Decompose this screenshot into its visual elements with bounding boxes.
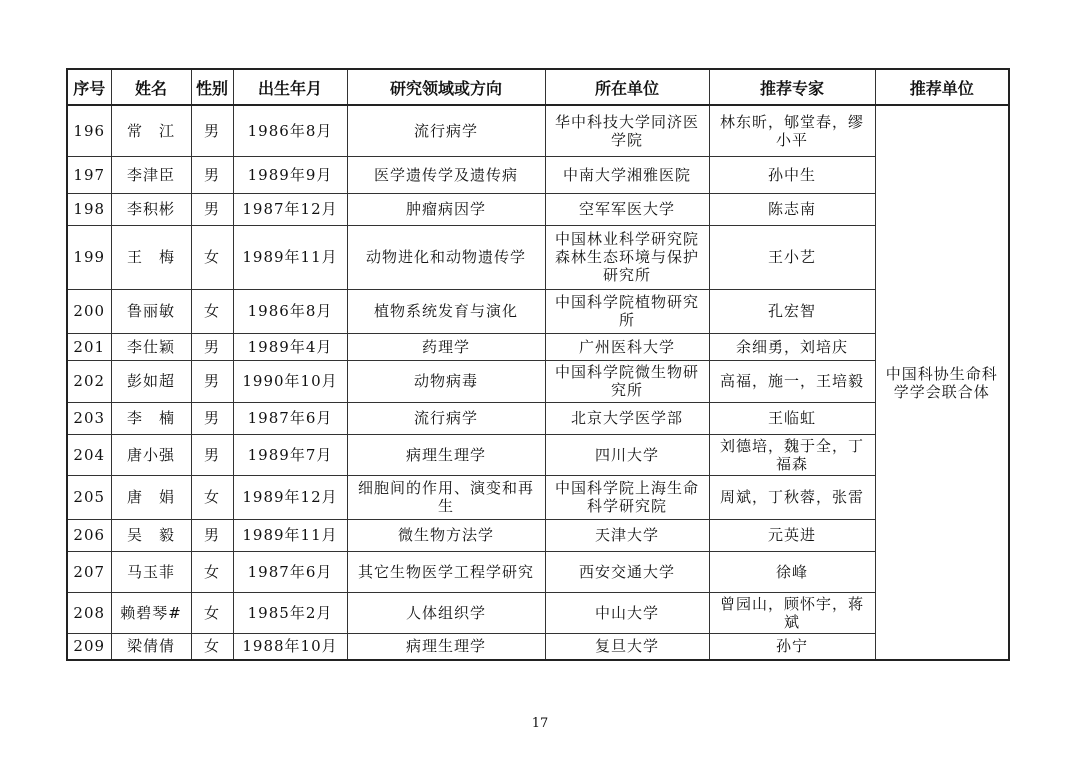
row-number: 200 xyxy=(67,289,111,333)
table-row xyxy=(67,156,1009,193)
birth-date: 1987年12月 xyxy=(233,193,347,225)
research-field: 医学遗传学及遗传病 xyxy=(347,156,545,193)
birth-date: 1989年12月 xyxy=(233,475,347,519)
research-field: 药理学 xyxy=(347,333,545,360)
header-no: 序号 xyxy=(67,69,111,105)
gender: 男 xyxy=(191,519,233,551)
recommending-experts: 刘德培，魏于全，丁福森 xyxy=(709,434,875,475)
institution: 北京大学医学部 xyxy=(545,402,709,434)
research-field: 病理生理学 xyxy=(347,633,545,660)
header-institution: 所在单位 xyxy=(545,69,709,105)
gender: 女 xyxy=(191,289,233,333)
nominee-name: 李积彬 xyxy=(111,193,191,225)
institution: 中国科学院植物研究所 xyxy=(545,289,709,333)
nominee-name: 唐 娟 xyxy=(111,475,191,519)
recommending-experts: 孙中生 xyxy=(709,156,875,193)
nominee-name: 鲁丽敏 xyxy=(111,289,191,333)
table-row xyxy=(67,402,1009,434)
institution: 中国科学院微生物研究所 xyxy=(545,360,709,402)
row-number: 199 xyxy=(67,225,111,289)
row-number: 203 xyxy=(67,402,111,434)
institution: 中国科学院上海生命科学研究院 xyxy=(545,475,709,519)
row-number: 202 xyxy=(67,360,111,402)
gender: 女 xyxy=(191,225,233,289)
header-name: 姓名 xyxy=(111,69,191,105)
header-field: 研究领域或方向 xyxy=(347,69,545,105)
recommending-experts: 元英进 xyxy=(709,519,875,551)
birth-date: 1987年6月 xyxy=(233,551,347,592)
institution: 四川大学 xyxy=(545,434,709,475)
recommending-experts: 陈志南 xyxy=(709,193,875,225)
table-row xyxy=(67,360,1009,402)
institution: 空军军医大学 xyxy=(545,193,709,225)
institution: 中山大学 xyxy=(545,592,709,633)
header-recommending-unit: 推荐单位 xyxy=(875,69,1009,105)
table-row xyxy=(67,289,1009,333)
research-field: 人体组织学 xyxy=(347,592,545,633)
recommending-experts: 余细勇，刘培庆 xyxy=(709,333,875,360)
research-field: 动物病毒 xyxy=(347,360,545,402)
nominee-name: 彭如超 xyxy=(111,360,191,402)
recommending-unit: 中国科协生命科学学会联合体 xyxy=(875,105,1009,660)
research-field: 肿瘤病因学 xyxy=(347,193,545,225)
table-row xyxy=(67,551,1009,592)
recommending-experts: 孙宁 xyxy=(709,633,875,660)
nominee-name: 吴 毅 xyxy=(111,519,191,551)
research-field: 流行病学 xyxy=(347,402,545,434)
row-number: 206 xyxy=(67,519,111,551)
row-number: 205 xyxy=(67,475,111,519)
nominee-name: 王 梅 xyxy=(111,225,191,289)
table-row xyxy=(67,105,1009,156)
recommending-experts: 徐峰 xyxy=(709,551,875,592)
birth-date: 1987年6月 xyxy=(233,402,347,434)
gender: 女 xyxy=(191,475,233,519)
nominee-name: 唐小强 xyxy=(111,434,191,475)
research-field: 病理生理学 xyxy=(347,434,545,475)
birth-date: 1990年10月 xyxy=(233,360,347,402)
institution: 中南大学湘雅医院 xyxy=(545,156,709,193)
table-row xyxy=(67,592,1009,633)
row-number: 208 xyxy=(67,592,111,633)
birth-date: 1986年8月 xyxy=(233,289,347,333)
row-number: 201 xyxy=(67,333,111,360)
recommending-experts: 王临虹 xyxy=(709,402,875,434)
nominee-table xyxy=(66,68,1010,661)
recommending-experts: 孔宏智 xyxy=(709,289,875,333)
table-row xyxy=(67,519,1009,551)
header-experts: 推荐专家 xyxy=(709,69,875,105)
gender: 男 xyxy=(191,333,233,360)
nominee-name: 李仕颖 xyxy=(111,333,191,360)
header-birth: 出生年月 xyxy=(233,69,347,105)
row-number: 209 xyxy=(67,633,111,660)
institution: 复旦大学 xyxy=(545,633,709,660)
gender: 男 xyxy=(191,193,233,225)
gender: 男 xyxy=(191,434,233,475)
research-field: 流行病学 xyxy=(347,105,545,156)
birth-date: 1988年10月 xyxy=(233,633,347,660)
birth-date: 1989年7月 xyxy=(233,434,347,475)
recommending-experts: 周斌，丁秋蓉，张雷 xyxy=(709,475,875,519)
research-field: 微生物方法学 xyxy=(347,519,545,551)
header-row xyxy=(67,69,1009,105)
institution: 中国林业科学研究院森林生态环境与保护研究所 xyxy=(545,225,709,289)
birth-date: 1989年9月 xyxy=(233,156,347,193)
row-number: 196 xyxy=(67,105,111,156)
institution: 华中科技大学同济医学院 xyxy=(545,105,709,156)
research-field: 细胞间的作用、演变和再生 xyxy=(347,475,545,519)
recommending-experts: 高福，施一，王培毅 xyxy=(709,360,875,402)
recommending-experts: 林东昕，郇堂春，缪小平 xyxy=(709,105,875,156)
recommending-experts: 曾园山，顾怀宇，蒋斌 xyxy=(709,592,875,633)
table-row xyxy=(67,633,1009,660)
page-number: 17 xyxy=(531,716,549,731)
nominee-name: 常 江 xyxy=(111,105,191,156)
gender: 女 xyxy=(191,551,233,592)
row-number: 198 xyxy=(67,193,111,225)
birth-date: 1986年8月 xyxy=(233,105,347,156)
table-row xyxy=(67,434,1009,475)
table-row xyxy=(67,475,1009,519)
table-row xyxy=(67,225,1009,289)
row-number: 197 xyxy=(67,156,111,193)
birth-date: 1985年2月 xyxy=(233,592,347,633)
research-field: 植物系统发育与演化 xyxy=(347,289,545,333)
table-row xyxy=(67,333,1009,360)
gender: 男 xyxy=(191,105,233,156)
gender: 男 xyxy=(191,360,233,402)
nominee-name: 马玉菲 xyxy=(111,551,191,592)
institution: 西安交通大学 xyxy=(545,551,709,592)
gender: 男 xyxy=(191,156,233,193)
nominee-name: 李津臣 xyxy=(111,156,191,193)
birth-date: 1989年11月 xyxy=(233,225,347,289)
nominee-name: 赖碧琴# xyxy=(111,592,191,633)
institution: 天津大学 xyxy=(545,519,709,551)
nominee-name: 李 楠 xyxy=(111,402,191,434)
gender: 女 xyxy=(191,633,233,660)
birth-date: 1989年11月 xyxy=(233,519,347,551)
row-number: 207 xyxy=(67,551,111,592)
recommending-experts: 王小艺 xyxy=(709,225,875,289)
row-number: 204 xyxy=(67,434,111,475)
research-field: 其它生物医学工程学研究 xyxy=(347,551,545,592)
nominee-name: 梁倩倩 xyxy=(111,633,191,660)
gender: 男 xyxy=(191,402,233,434)
gender: 女 xyxy=(191,592,233,633)
header-gender: 性别 xyxy=(191,69,233,105)
research-field: 动物进化和动物遗传学 xyxy=(347,225,545,289)
table-row xyxy=(67,193,1009,225)
institution: 广州医科大学 xyxy=(545,333,709,360)
birth-date: 1989年4月 xyxy=(233,333,347,360)
